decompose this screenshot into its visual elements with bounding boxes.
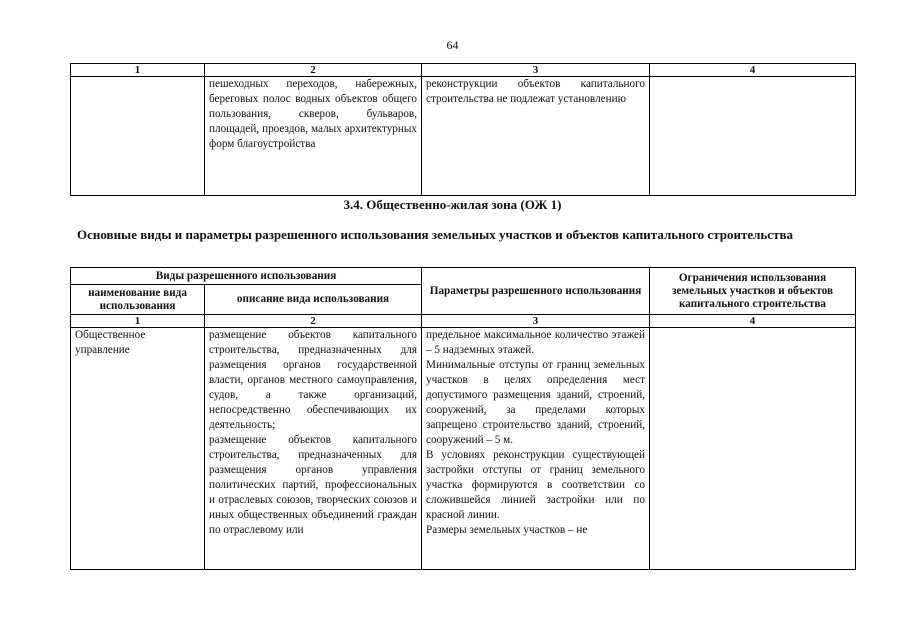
parameter-paragraph-2: Минимальные отступы от границ земельных участков в целях определения мест допустимого размещения зданий, строений, сооружений, за пределами которых запрещено строительство зданий, строений, сооружений – 5 м. — [426, 359, 646, 446]
col-number-4: 4 — [650, 64, 856, 77]
col-number-1: 1 — [71, 315, 205, 328]
cell-limits — [650, 328, 856, 570]
column-number-row — [71, 64, 856, 77]
parameter-paragraph-4: Размеры земельных участков – не — [426, 524, 588, 536]
col-number-4: 4 — [650, 315, 856, 328]
col-number-3: 3 — [422, 64, 650, 77]
cell-parameters — [422, 328, 650, 570]
column-number-row — [71, 315, 856, 328]
header-description: описание вида использования — [205, 285, 422, 315]
col-number-2: 2 — [205, 315, 422, 328]
header-group: Виды разрешенного использования — [71, 268, 422, 285]
description-paragraph-2: размещение объектов капитального строительства, предназначенных для размещения органов управления политических партий, профессиональных и отраслевых союзов, творческих союзов и иных общественных объединений граждан по отраслевому или — [209, 434, 418, 536]
cell-description: пешеходных переходов, набережных, береговых полос водных объектов общего пользования, скверов, бульваров, площадей, проездов, малых архитектурных форм благоустройства — [205, 77, 422, 196]
cell-description — [205, 328, 422, 570]
col-number-1: 1 — [71, 64, 205, 77]
col-number-2: 2 — [205, 64, 422, 77]
section-heading: 3.4. Общественно-жилая зона (ОЖ 1) — [343, 197, 562, 212]
description-paragraph-1: размещение объектов капитального строительства, предназначенных для размещения органов государственной власти, органов местного самоуправления, судов, а также организаций, непосредственно обеспечивающих их деятельность; — [209, 329, 418, 431]
cell-limits — [650, 77, 856, 196]
cell-name — [71, 77, 205, 196]
main-heading: Основные виды и параметры разрешенного использования земельных участков и объектов капитального строительства — [77, 227, 793, 242]
parameter-paragraph-1: предельное максимальное количество этажей – 5 надземных этажей. — [426, 329, 646, 356]
header-parameters: Параметры разрешенного использования — [422, 268, 650, 315]
cell-parameters: реконструкции объектов капитального строительства не подлежат установлению — [422, 77, 650, 196]
zoning-table — [70, 267, 856, 570]
cell-name: Общественное управление — [71, 328, 205, 570]
header-name: наименование вида использования — [71, 285, 205, 315]
table-row — [71, 328, 856, 570]
continuation-table — [70, 63, 856, 196]
table-row — [71, 77, 856, 196]
page-number: 64 — [446, 38, 459, 52]
parameter-paragraph-3: В условиях реконструкции существующей застройки отступы от границ земельного участка формируются в соответствии со сложившейся линией застройки или по красной линии. — [426, 449, 646, 521]
header-row-1 — [71, 268, 856, 285]
header-limits: Ограничения использования земельных участков и объектов капитального строительства — [650, 268, 856, 315]
col-number-3: 3 — [422, 315, 650, 328]
